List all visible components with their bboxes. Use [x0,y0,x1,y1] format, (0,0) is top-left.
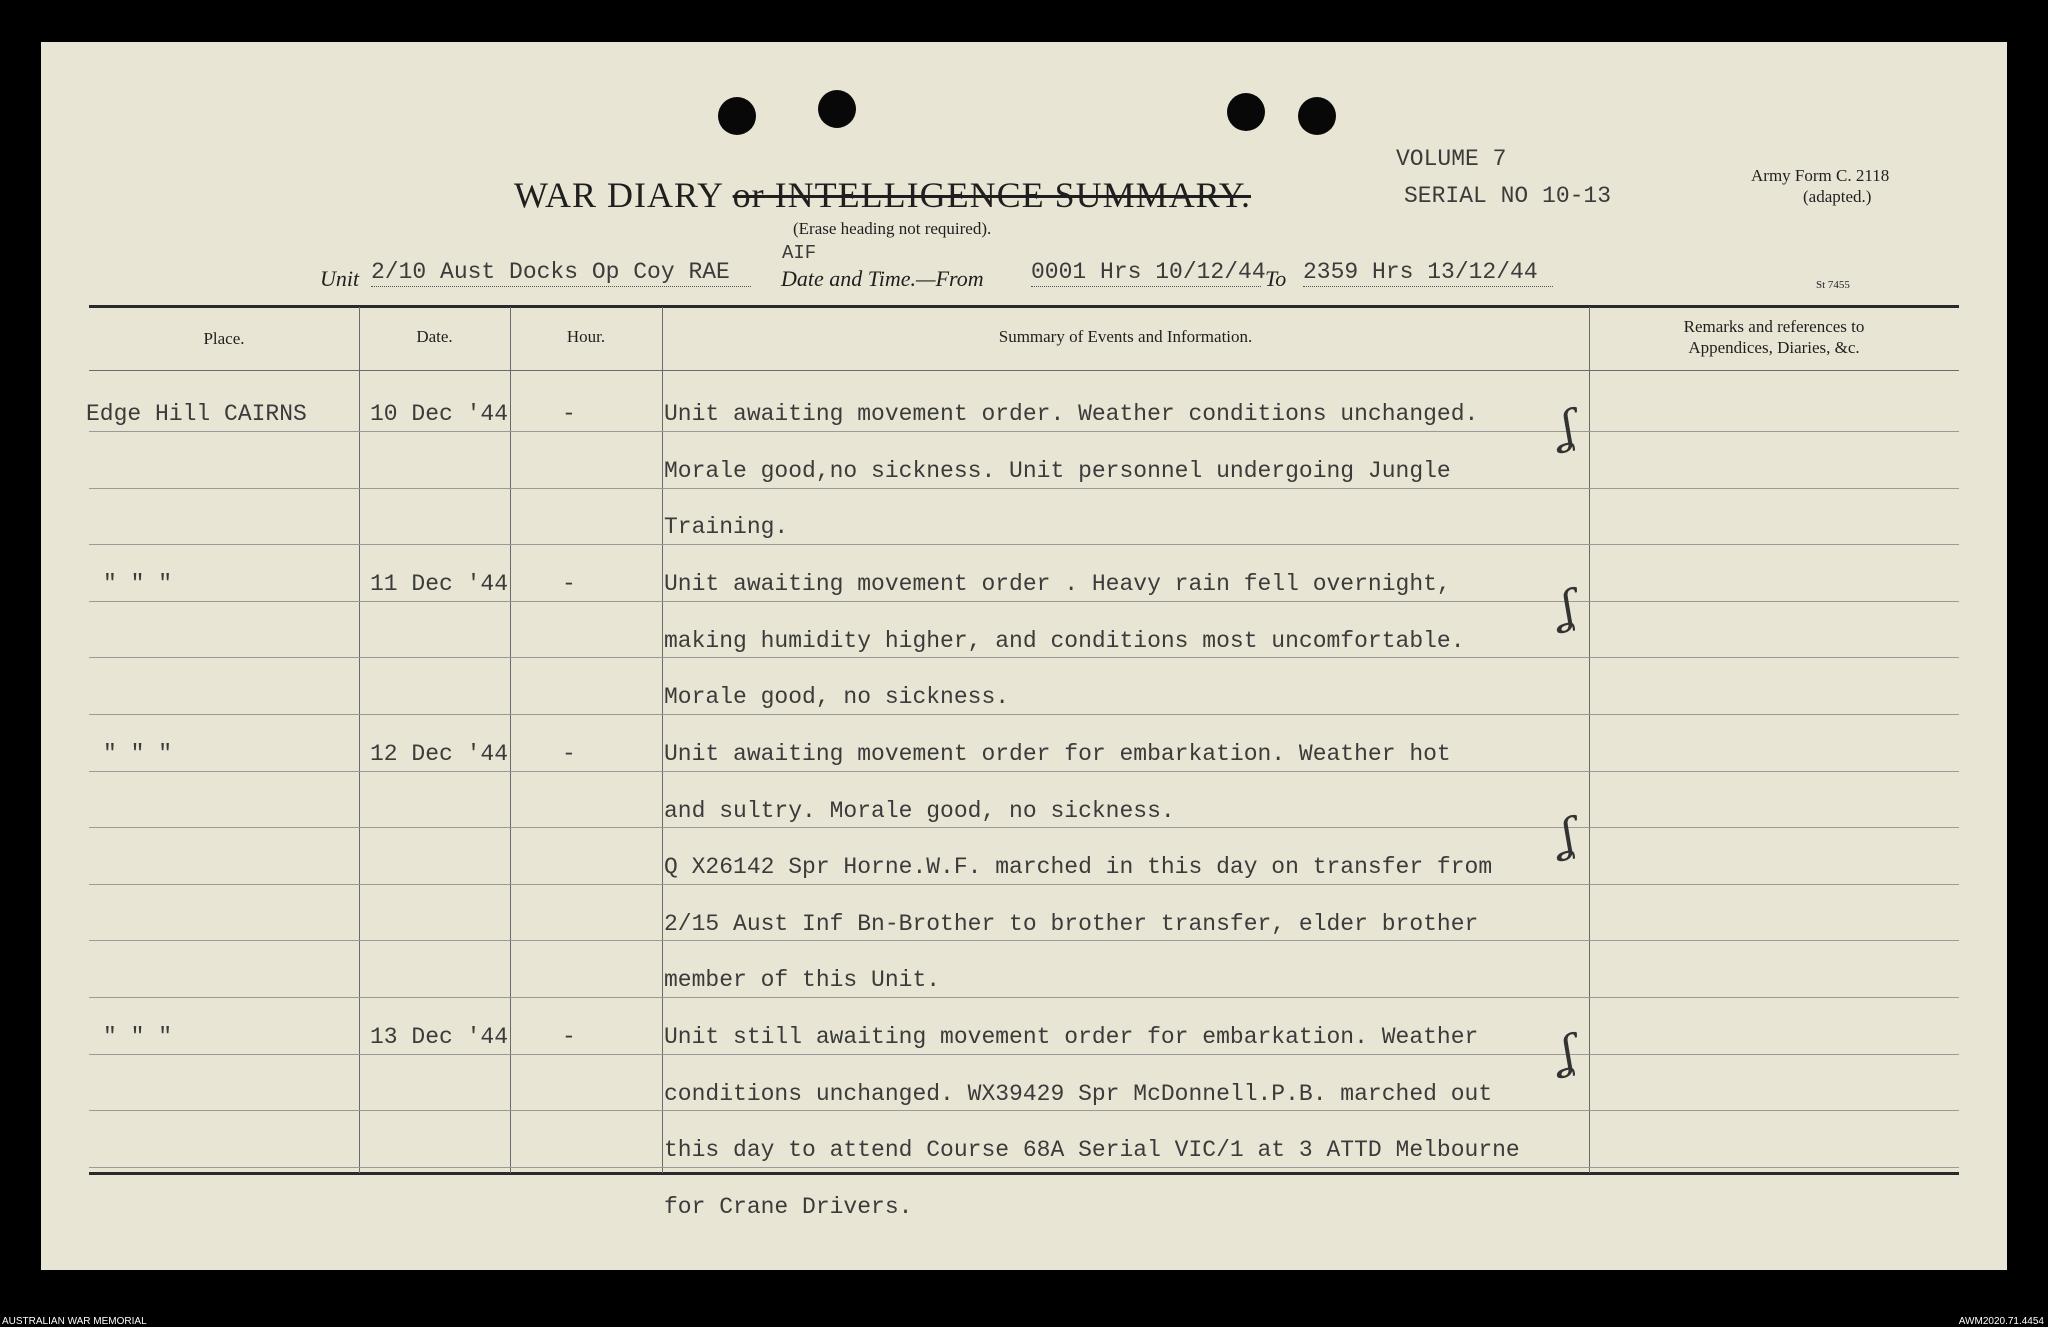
punch-hole [1298,97,1336,135]
entry-summary-line: 2/15 Aust Inf Bn-Brother to brother transfer, elder brother [664,911,1479,937]
column-header-remarks [1589,316,1959,358]
entry-hour: - [562,571,576,597]
column-divider [510,307,511,1173]
title-kept: WAR DIARY [514,175,723,215]
column-header-date: Date. [416,327,453,346]
date-time-label: Date and Time.—From [781,266,984,291]
ruled-line [89,997,1959,998]
entry-date: 10 Dec '44 [370,401,509,427]
entry-place: Edge Hill CAIRNS [86,401,307,427]
st-code: St 7455 [1816,279,1850,291]
entry-summary-line: conditions unchanged. WX39429 Spr McDonnell.P.B. marched out [664,1081,1493,1107]
entry-summary-line: for Crane Drivers. [664,1194,913,1220]
to-underline [1303,286,1553,287]
remarks-header-line2: Appendices, Diaries, &c. [1688,338,1860,357]
ruled-line [89,1167,1959,1168]
diary-page [41,42,2007,1270]
remarks-header-line1: Remarks and references to [1683,317,1865,336]
to-value: 2359 Hrs 13/12/44 [1303,259,1538,285]
column-header-place: Place. [203,329,245,348]
entry-hour: - [562,1024,576,1050]
adapted-label: (adapted.) [1803,187,1872,206]
footer-right: AWM2020.71.4454 [1958,1316,2044,1327]
entry-summary-line: and sultry. Morale good, no sickness. [664,798,1175,824]
entry-place: " " " [103,741,173,767]
entry-date: 12 Dec '44 [370,741,509,767]
column-divider [1589,307,1590,1173]
entry-summary-line: making humidity higher, and conditions most uncomfortable. [664,628,1465,654]
ruled-line [89,431,1959,432]
entry-hour: - [562,401,576,427]
ruled-line [89,714,1959,715]
entry-place: " " " [103,571,173,597]
entry-hour: - [562,741,576,767]
entry-summary-line: member of this Unit. [664,967,941,993]
ruled-line [89,544,1959,545]
entry-summary-line: Unit still awaiting movement order for embarkation. Weather [664,1024,1479,1050]
header-separator [89,370,1959,371]
punch-hole [818,90,856,128]
entry-summary-line: Morale good, no sickness. [664,684,1010,710]
column-header-summary: Summary of Events and Information. [998,327,1253,346]
ruled-line [89,940,1959,941]
entry-date: 13 Dec '44 [370,1024,509,1050]
initials-signature: ʆ [1554,1026,1580,1079]
initials-signature: ʆ [1554,809,1580,862]
table-bottom-border [89,1172,1959,1175]
entry-summary-line: Morale good,no sickness. Unit personnel undergoing Jungle [664,458,1451,484]
ruled-line [89,771,1959,772]
column-divider [662,307,663,1173]
punch-hole [1227,93,1265,131]
unit-label: Unit [320,266,360,291]
footer-left: AUSTRALIAN WAR MEMORIAL [2,1316,147,1327]
entry-date: 11 Dec '44 [370,571,509,597]
ruled-line [89,1054,1959,1055]
entry-summary-line: Training. [664,514,789,540]
from-underline [1031,286,1261,287]
entry-summary-line: Unit awaiting movement order . Heavy rain fell overnight, [664,571,1451,597]
table-top-border [89,305,1959,308]
punch-hole [718,97,756,135]
unit-superscript: AIF [782,242,817,264]
column-header-hour: Hour. [566,327,606,346]
unit-value: 2/10 Aust Docks Op Coy RAE [371,259,730,285]
erase-note: (Erase heading not required). [793,219,992,238]
army-form-label: Army Form C. 2118 [1751,166,1890,185]
entry-place: " " " [103,1024,173,1050]
title-struck: or INTELLIGENCE SUMMARY. [732,175,1252,215]
serial-label: SERIAL NO 10-13 [1404,183,1612,209]
to-label: To [1265,266,1287,291]
ruled-line [89,601,1959,602]
unit-underline [371,286,751,287]
volume-label: VOLUME 7 [1396,146,1507,172]
ruled-line [89,884,1959,885]
ruled-line [89,488,1959,489]
ruled-line [89,657,1959,658]
ruled-line [89,827,1959,828]
column-divider [359,307,360,1173]
initials-signature: ʆ [1554,401,1580,454]
entry-summary-line: Unit awaiting movement order for embarkation. Weather hot [664,741,1451,767]
page-title [514,174,1251,216]
ruled-line [89,1110,1959,1111]
from-value: 0001 Hrs 10/12/44 [1031,259,1266,285]
entry-summary-line: Unit awaiting movement order. Weather conditions unchanged. [664,401,1479,427]
initials-signature: ʆ [1554,581,1580,634]
entry-summary-line: Q X26142 Spr Horne.W.F. marched in this day on transfer from [664,854,1493,880]
entry-summary-line: this day to attend Course 68A Serial VIC/1 at 3 ATTD Melbourne [664,1137,1520,1163]
